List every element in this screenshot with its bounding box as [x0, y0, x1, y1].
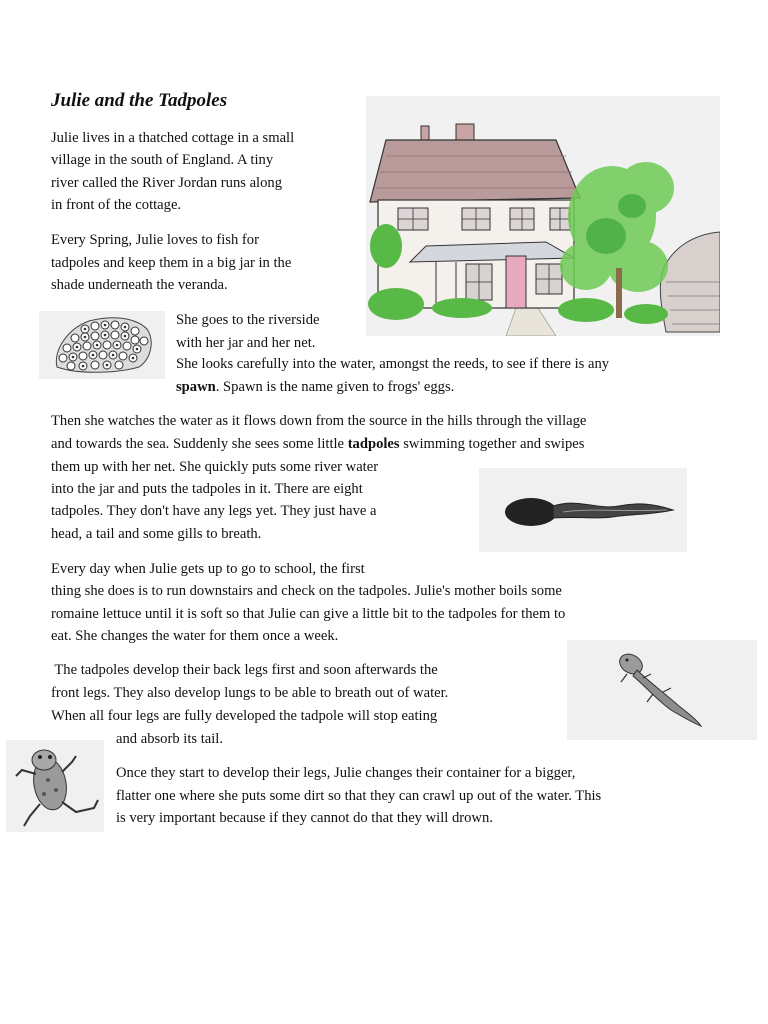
para6-line: When all four legs are fully developed the tadpole will stop eating	[51, 708, 438, 724]
para1-line: Julie lives in a thatched cottage in a small	[51, 130, 295, 146]
para3-line: with her jar and her net.	[176, 335, 316, 351]
para5-line: eat. She changes the water for them once a week.	[51, 628, 339, 644]
tadpole-illustration	[479, 468, 687, 552]
para4-text: swimming together and swipes	[399, 436, 585, 452]
para3-line: She goes to the riverside	[176, 312, 320, 328]
para3-line: She looks carefully into the water, amongst the reeds, to see if there is any	[176, 356, 610, 372]
para4-line: tadpoles. They don't have any legs yet. They just have a	[51, 503, 377, 519]
para5-line: thing she does is to run downstairs and check on the tadpoles. Julie's mother boils some	[51, 583, 562, 599]
para3-line	[176, 376, 454, 399]
para4-line	[51, 433, 584, 456]
para1-line: village in the south of England. A tiny	[51, 152, 274, 168]
para5-line: Every day when Julie gets up to go to school, the first	[51, 561, 365, 577]
tadpoles-term: tadpoles	[347, 436, 400, 452]
spawn-definition: . Spawn is the name given to frogs' eggs.	[215, 379, 455, 395]
para4-line: Then she watches the water as it flows down from the source in the hills through the village	[51, 413, 587, 429]
para6-line: The tadpoles develop their back legs first and soon afterwards the	[51, 662, 438, 678]
story-title: Julie and the Tadpoles	[51, 90, 228, 111]
para4-text: and towards the sea. Suddenly she sees some little	[51, 436, 348, 452]
para5-line: romaine lettuce until it is soft so that Julie can give a little bit to the tadpoles for them to	[51, 606, 566, 622]
para4-line: head, a tail and some gills to breath.	[51, 526, 262, 542]
para7-line: Once they start to develop their legs, Julie changes their container for a bigger,	[116, 765, 576, 781]
para2-line: shade underneath the veranda.	[51, 277, 228, 293]
para1-line: in front of the cottage.	[51, 197, 182, 213]
cottage-illustration	[366, 96, 720, 336]
para6-line: and absorb its tail.	[116, 731, 224, 747]
para2-line: Every Spring, Julie loves to fish for	[51, 232, 259, 248]
para7-line: flatter one where she puts some dirt so that they can crawl up out of the water. This	[116, 788, 602, 804]
para2-line: tadpoles and keep them in a big jar in the	[51, 255, 292, 271]
frog-spawn-illustration	[39, 311, 165, 379]
spawn-term: spawn	[176, 379, 216, 395]
para7-line: is very important because if they cannot do that they will drown.	[116, 810, 493, 826]
para6-line: front legs. They also develop lungs to be able to breath out of water.	[51, 685, 449, 701]
young-frog-illustration	[6, 740, 104, 832]
para1-line: river called the River Jordan runs along	[51, 175, 282, 191]
para4-line: into the jar and puts the tadpoles in it. There are eight	[51, 481, 363, 497]
para4-line: them up with her net. She quickly puts some river water	[51, 459, 379, 475]
tadpole-with-legs-illustration	[567, 640, 757, 740]
